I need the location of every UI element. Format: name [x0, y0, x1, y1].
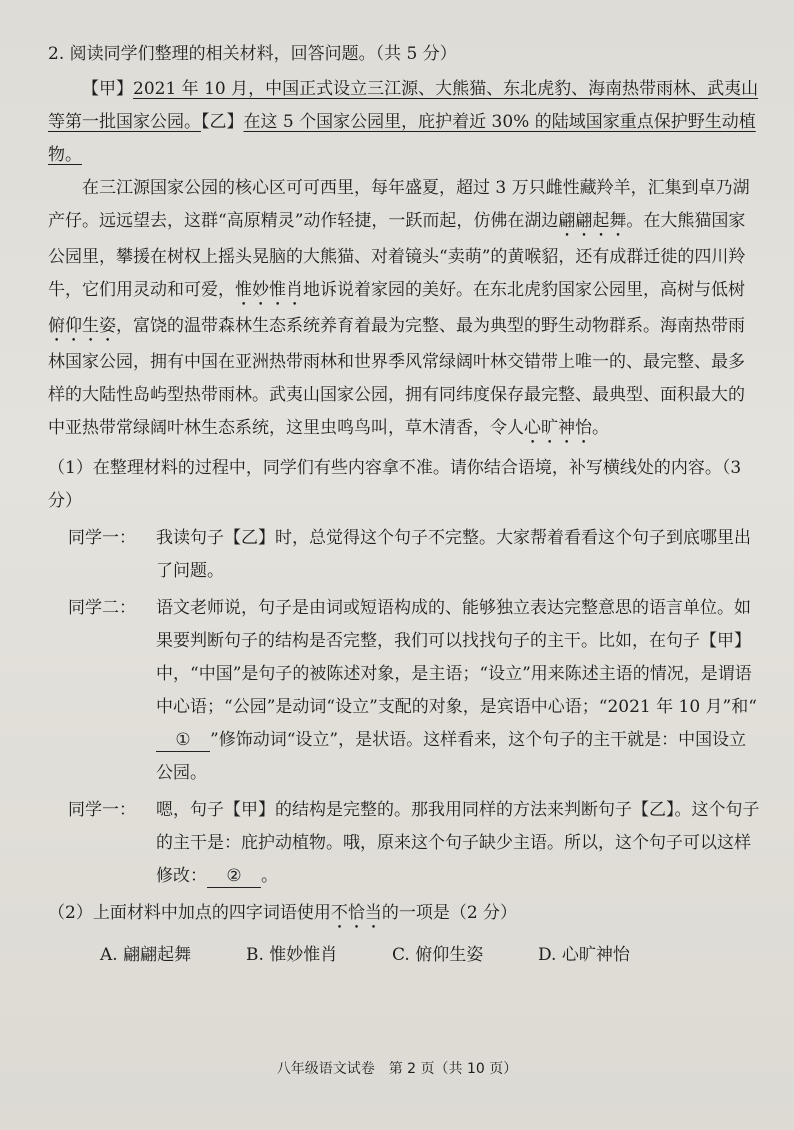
option-a[interactable]: A. 翩翩起舞 [100, 945, 192, 965]
answer-blank-2[interactable]: ② [207, 865, 261, 888]
yi-sentence: 在这 5 个国家公园里，庇护着近 30% 的陆域国家重点保护野生动植物。 [48, 112, 756, 165]
question-title: 2. 阅读同学们整理的相关材料，回答问题。（共 5 分） [48, 44, 457, 64]
dotted-word-4: 心旷神怡 [524, 418, 592, 438]
speech-part: ”修饰动词“设立”，是状语。这样看来，这个句子的主干就是：中国设立公园。 [156, 730, 747, 783]
speaker-label: 同学一： [68, 800, 136, 820]
jia-label: 【甲】 [82, 79, 133, 99]
speech-text: 我读句子【乙】时，总觉得这个句子不完整。大家帮着看看这个句子到底哪里出了问题。 [156, 528, 751, 581]
dialog-line-3 [48, 794, 760, 893]
yi-label: 【乙】 [201, 112, 244, 132]
dialog-line-2 [48, 592, 760, 790]
speech-part: 语文老师说，句子是由词或短语构成的、能够独立表达完整意思的语言单位。如果要判断句子的结构是否完整，我们可以找找句子的主干。比如，在句子【甲】中，“中国”是句子的被陈述对象，是主语；“设立”用来陈述主语的情况，是谓语中心语；“公园”是动词“设立”支配的对象，是宾语中心语；“2021 年 10 月”和“ [156, 598, 757, 717]
page-footer: 八年级语文试卷 第 2 页（共 10 页） [276, 1061, 518, 1077]
speech-text [156, 794, 760, 893]
material-paragraph-2 [48, 172, 760, 448]
para-text: 。 [592, 418, 609, 438]
para-text: 地诉说着家园的美好。在东北虎豹国家公园里，高树与低树 [303, 280, 745, 300]
jia-sentence: 2021 年 10 月，中国正式设立三江源、大熊猫、东北虎豹、海南热带雨林、武夷山等第一批国家公园。 [48, 79, 759, 132]
dotted-word-3: 俯仰生姿 [48, 316, 116, 336]
para-text: 在三江源国家公园的核心区可可西里，每年盛夏，超过 3 万只雌性藏羚羊，汇集到卓乃湖产仔。远远望去，这群“高原精灵”动作轻捷，一跃而起，仿佛在湖边 [48, 178, 750, 231]
sub-question-1: （1）在整理材料的过程中，同学们有些内容拿不准。请你结合语境，补写横线处的内容。（3 分） [48, 458, 742, 511]
sub2-dotted: 不恰当 [330, 903, 382, 923]
speech-part: 嗯，句子【甲】的结构是完整的。那我用同样的方法来判断句子【乙】。这个句子的主干是：庇护动植物。哦，原来这个句子缺少主语。所以，这个句子可以这样修改： [156, 800, 760, 886]
para-text: ，富饶的温带森林生态系统养育着最为完整、最为典型的野生动物群系。海南热带雨林国家公园，拥有中国在亚洲热带雨林和世界季风常绿阔叶林交错带上唯一的、最完整、最多样的大陆性岛屿型热带雨林。武夷山国家公园，拥有同纬度保存最完整、最典型、面积最大的中亚热带常绿阔叶林生态系统，这里虫鸣鸟叫，草木清香，令人 [48, 316, 745, 438]
speaker-label: 同学一： [68, 528, 136, 548]
speech-text [156, 592, 760, 790]
option-b[interactable]: B. 惟妙惟肖 [246, 945, 338, 965]
sub2-text: （2）上面材料中加点的四字词语使用 [48, 903, 331, 923]
dotted-word-2: 惟妙惟肖 [235, 280, 303, 300]
speaker-label: 同学二： [68, 598, 136, 618]
speech-part: 。 [261, 866, 278, 886]
answer-options [48, 939, 760, 972]
dialog-line-1 [48, 522, 760, 588]
para-text: 。在大熊猫国家公园里，攀援在树权上摇头晃脑的大熊猫、对着镜头“卖萌”的黄喉貂，还有成群迁徙的四川羚牛，它们用灵动和可爱， [48, 211, 746, 300]
option-d[interactable]: D. 心旷神怡 [538, 945, 630, 965]
sub2-text: 的一项是（2 分） [381, 903, 518, 923]
option-c[interactable]: C. 俯仰生姿 [392, 945, 484, 965]
answer-blank-1[interactable]: ① [156, 729, 210, 752]
material-paragraph-1 [48, 73, 760, 172]
sub-question-2 [48, 897, 760, 933]
dotted-word-1: 翩翩起舞 [558, 211, 627, 231]
